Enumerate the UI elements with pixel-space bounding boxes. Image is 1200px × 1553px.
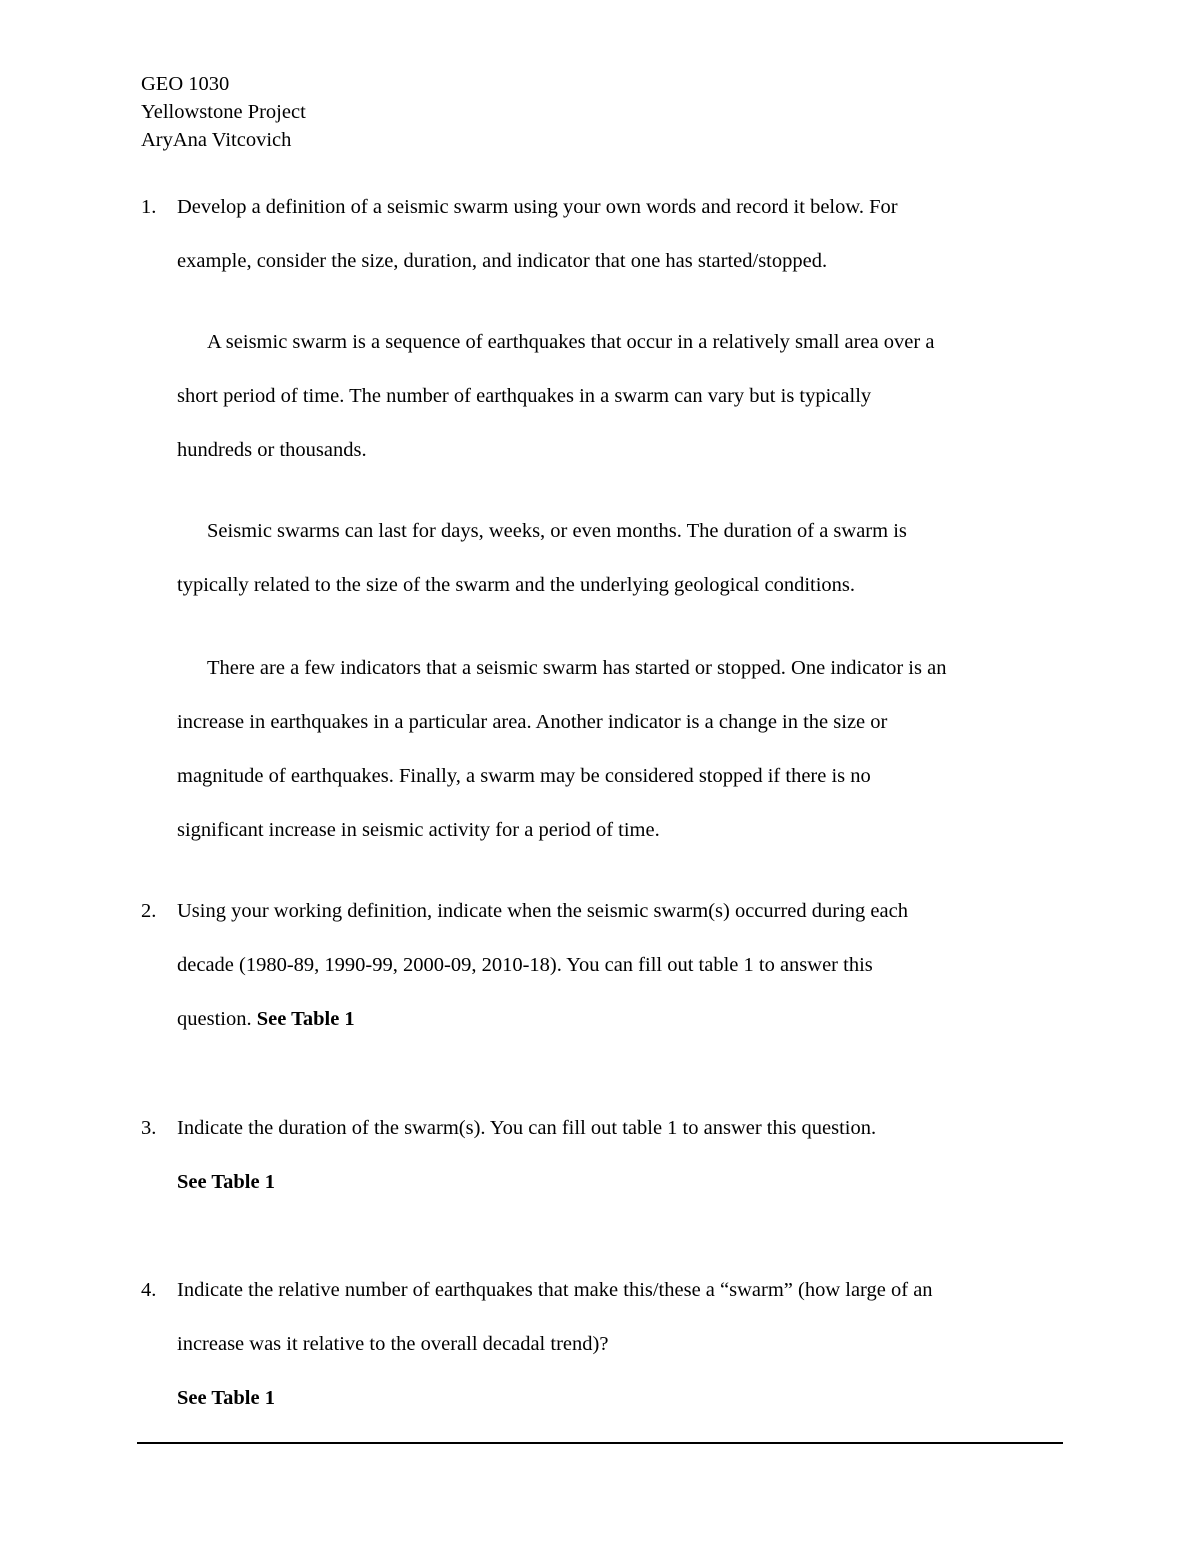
question-line-text: question. [177,1008,257,1030]
answer-1-paragraph-1 [177,315,1061,477]
answer-line: short period of time. The number of earthquakes in a swarm can vary but is typically [177,385,872,407]
question-line: example, consider the size, duration, and indicator that one has started/stopped. [177,250,828,272]
question-number: 1. [141,196,157,218]
author-name: AryAna Vitcovich [141,129,292,151]
question-line: increase was it relative to the overall decadal trend)? [177,1333,609,1355]
question-line [177,992,1061,1046]
table-reference: See Table 1 [177,1171,275,1193]
answer-line: increase in earthquakes in a particular area. Another indicator is a change in the size or [177,711,888,733]
question-text [177,884,1061,1046]
question-line: Indicate the duration of the swarm(s). You can fill out table 1 to answer this question. [177,1117,877,1139]
question-line: Develop a definition of a seismic swarm using your own words and record it below. For [177,196,898,218]
answer-line: significant increase in seismic activity for a period of time. [177,819,660,841]
table-reference: See Table 1 [177,1387,275,1409]
document-header [141,70,306,154]
question-number: 2. [141,900,157,922]
question-number: 4. [141,1279,157,1301]
answer-1-paragraph-3 [177,641,1061,857]
question-line: decade (1980-89, 1990-99, 2000-09, 2010-18). You can fill out table 1 to answer this [177,954,873,976]
question-text [177,1263,1061,1425]
question-text [177,1101,1061,1209]
question-line: Using your working definition, indicate when the seismic swarm(s) occurred during each [177,900,908,922]
answer-line: There are a few indicators that a seismic swarm has started or stopped. One indicator is an [207,657,947,679]
project-title: Yellowstone Project [141,101,306,123]
answer-1-paragraph-2 [177,504,1061,612]
answer-line: hundreds or thousands. [177,439,367,461]
answer-line: A seismic swarm is a sequence of earthquakes that occur in a relatively small area over a [207,331,935,353]
question-text [177,180,1061,288]
answer-line: magnitude of earthquakes. Finally, a swarm may be considered stopped if there is no [177,765,871,787]
answer-line: typically related to the size of the swarm and the underlying geological conditions. [177,574,856,596]
course-code: GEO 1030 [141,73,230,95]
question-number: 3. [141,1117,157,1139]
answer-line: Seismic swarms can last for days, weeks, or even months. The duration of a swarm is [207,520,907,542]
table-reference: See Table 1 [256,1008,355,1030]
horizontal-rule [137,1442,1063,1444]
question-line: Indicate the relative number of earthquakes that make this/these a “swarm” (how large of an [177,1279,933,1301]
